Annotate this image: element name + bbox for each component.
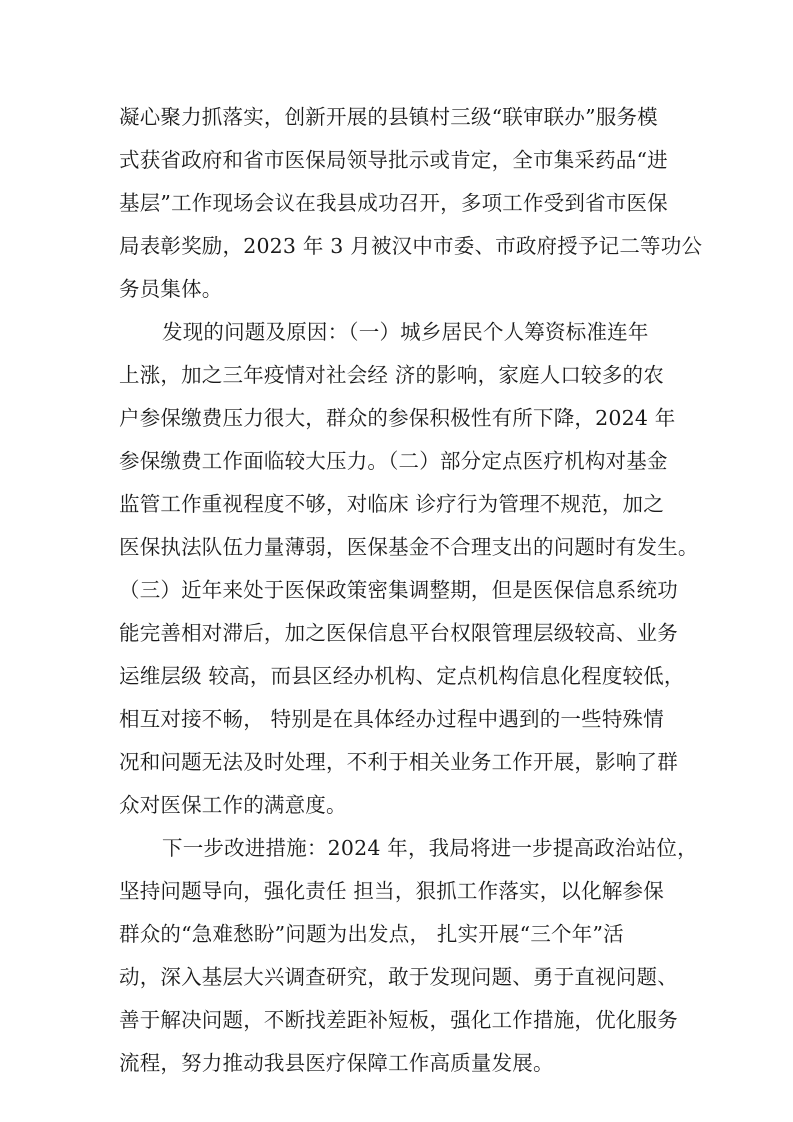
text-line: 况和问题无法及时处理，不利于相关业务工作开展，影响了群 xyxy=(119,750,678,774)
text-line: 发现的问题及原因：（一）城乡居民个人筹资标准连年 xyxy=(162,320,649,344)
text-line: 基层”工作现场会议在我县成功召开，多项工作受到省市医保 xyxy=(119,191,668,215)
text-line: 坚持问题导向，强化责任 担当，狠抓工作落实，以化解参保 xyxy=(119,879,664,903)
text-line: 下一步改进措施：2024 年，我局将进一步提高政治站位， xyxy=(162,836,698,860)
text-line: 户参保缴费压力很大，群众的参保积极性有所下降，2024 年 xyxy=(119,406,676,430)
text-line: 监管工作重视程度不够，对临床 诊疗行为管理不规范，加之 xyxy=(119,492,664,516)
text-line: 群众的“急难愁盼”问题为出发点， 扎实开展“三个年”活 xyxy=(119,922,624,946)
text-line: 医保执法队伍力量薄弱，医保基金不合理支出的问题时有发生。 xyxy=(119,535,699,559)
text-line: 能完善相对滞后，加之医保信息平台权限管理层级较高、业务 xyxy=(119,621,678,645)
text-line: 运维层级 较高，而县区经办机构、定点机构信息化程度较低， xyxy=(119,664,685,688)
text-line: 局表彰奖励，2023 年 3 月被汉中市委、市政府授予记二等功公 xyxy=(119,234,703,258)
text-line: 式获省政府和省市医保局领导批示或肯定，全市集采药品“进 xyxy=(119,148,668,172)
text-line: 众对医保工作的满意度。 xyxy=(119,793,347,817)
text-line: 凝心聚力抓落实，创新开展的县镇村三级“联审联办”服务模 xyxy=(119,105,658,129)
text-line: 善于解决问题，不断找差距补短板，强化工作措施，优化服务 xyxy=(119,1008,678,1032)
text-line: （三）近年来处于医保政策密集调整期，但是医保信息系统功 xyxy=(119,578,678,602)
text-line: 相互对接不畅， 特别是在具体经办过程中遇到的一些特殊情 xyxy=(119,707,664,731)
text-line: 参保缴费工作面临较大压力。（二）部分定点医疗机构对基金 xyxy=(119,449,668,473)
text-line: 务员集体。 xyxy=(119,277,223,301)
text-line: 流程，努力推动我县医疗保障工作高质量发展。 xyxy=(119,1051,554,1075)
text-line: 动，深入基层大兴调查研究，敢于发现问题、勇于直视问题、 xyxy=(119,965,678,989)
text-line: 上涨，加之三年疫情对社会经 济的影响，家庭人口较多的农 xyxy=(119,363,664,387)
